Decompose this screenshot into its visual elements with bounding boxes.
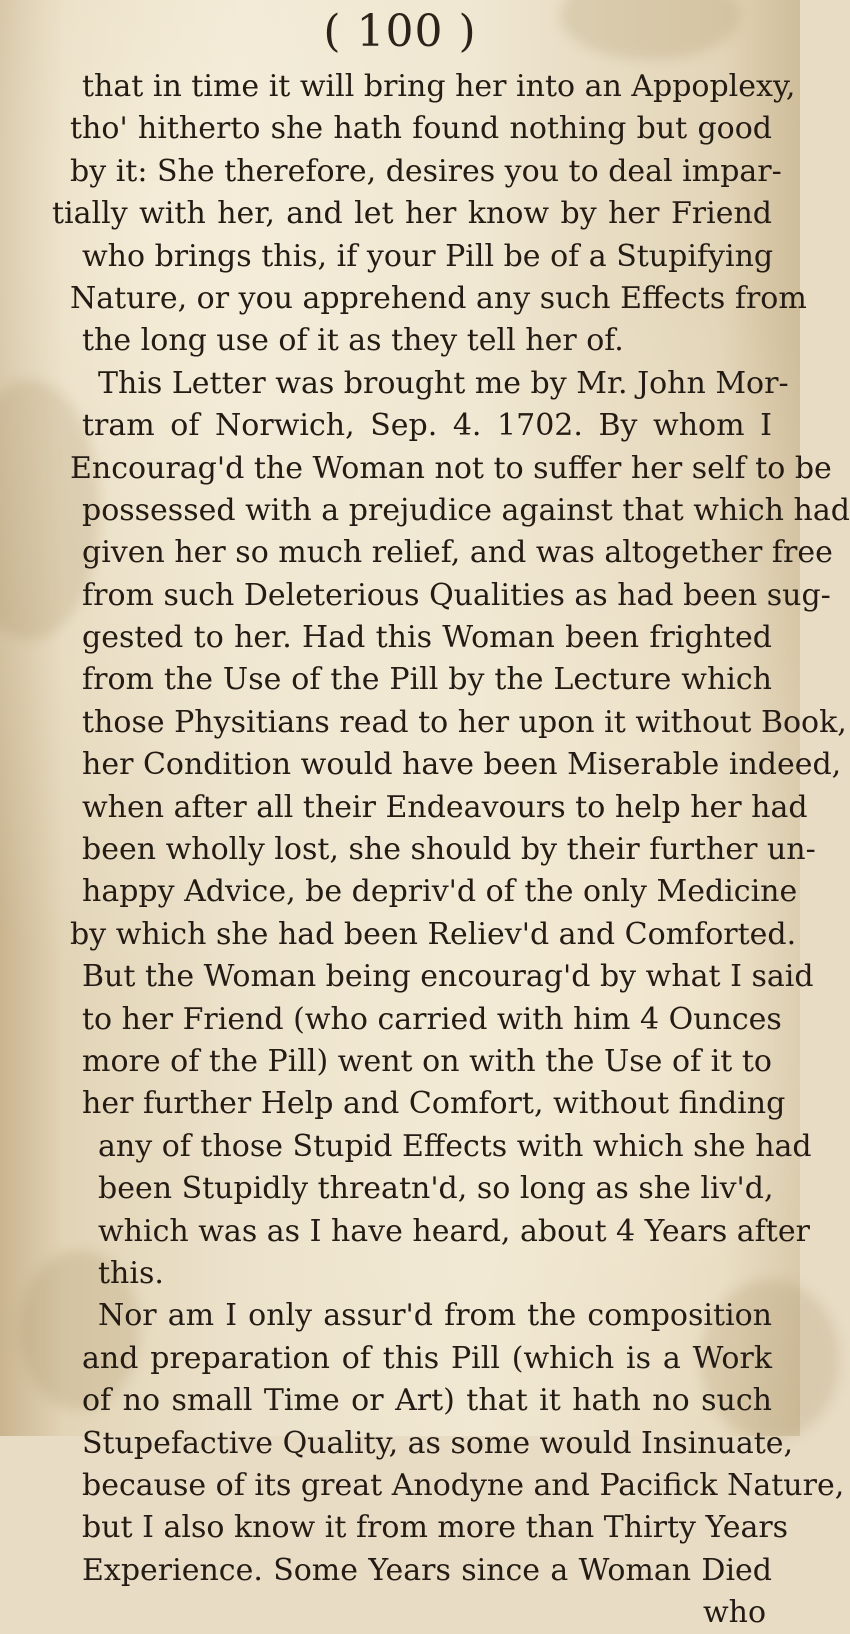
text-line: her further Help and Comfort, without finding xyxy=(82,1086,786,1122)
text-line: those Physitians read to her upon it without Book, xyxy=(82,704,847,740)
text-line: to her Friend (who carried with him 4 Ounces xyxy=(82,1001,782,1037)
text-line: of no small Time or Art) that it hath no such xyxy=(82,1383,772,1419)
text-line: more of the Pill) went on with the Use of it to xyxy=(82,1043,772,1079)
text-line: Encourag'd the Woman not to suffer her self to be xyxy=(70,450,832,486)
page-number: ( 100 ) xyxy=(323,6,477,57)
body-text xyxy=(52,66,850,1634)
text-line: tram of Norwich, Sep. 4. 1702. By whom I xyxy=(82,408,772,444)
text-line: gested to her. Had this Woman been frighted xyxy=(82,620,772,656)
text-line: because of its great Anodyne and Pacifick Nature, xyxy=(82,1467,845,1503)
catchword: who xyxy=(702,1595,766,1631)
text-line: Stupefactive Quality, as some would Insinuate, xyxy=(82,1425,794,1461)
text-line: Nor am I only assur'd from the composition xyxy=(98,1298,772,1334)
text-line: the long use of it as they tell her of. xyxy=(82,323,624,359)
text-line: and preparation of this Pill (which is a Work xyxy=(82,1340,772,1376)
text-line: tho' hitherto she hath found nothing but good xyxy=(70,111,772,147)
text-line: by it: She therefore, desires you to deal impar- xyxy=(70,153,782,189)
text-line: Experience. Some Years since a Woman Died xyxy=(82,1552,772,1588)
text-line: But the Woman being encourag'd by what I said xyxy=(82,959,814,995)
text-line: from such Deleterious Qualities as had been sug- xyxy=(82,577,831,613)
text-line: but I also know it from more than Thirty Years xyxy=(82,1510,789,1546)
text-line: Nature, or you apprehend any such Effects from xyxy=(70,280,807,316)
text-line: been Stupidly threatn'd, so long as she liv'd, xyxy=(98,1171,774,1207)
text-line: from the Use of the Pill by the Lecture which xyxy=(82,662,772,698)
text-line: her Condition would have been Miserable indeed, xyxy=(82,747,842,783)
text-line: given her so much relief, and was altogether free xyxy=(82,535,833,571)
text-line: This Letter was brought me by Mr. John Mor- xyxy=(98,365,789,401)
text-line: that in time it will bring her into an Appoplexy, xyxy=(82,69,796,104)
text-line: who brings this, if your Pill be of a Stupifying xyxy=(82,238,774,274)
text-line: which was as I have heard, about 4 Years after xyxy=(98,1213,810,1249)
text-line: tially with her, and let her know by her Friend xyxy=(52,196,772,232)
text-line: any of those Stupid Effects with which she had xyxy=(98,1128,812,1164)
text-line: happy Advice, be depriv'd of the only Medicine xyxy=(82,874,798,910)
text-line: when after all their Endeavours to help her had xyxy=(82,789,808,825)
text-line: been wholly lost, she should by their further un- xyxy=(82,832,816,868)
text-line: this. xyxy=(98,1255,164,1291)
text-line: possessed with a prejudice against that which had xyxy=(82,492,850,528)
text-line: by which she had been Reliev'd and Comforted. xyxy=(70,916,797,952)
